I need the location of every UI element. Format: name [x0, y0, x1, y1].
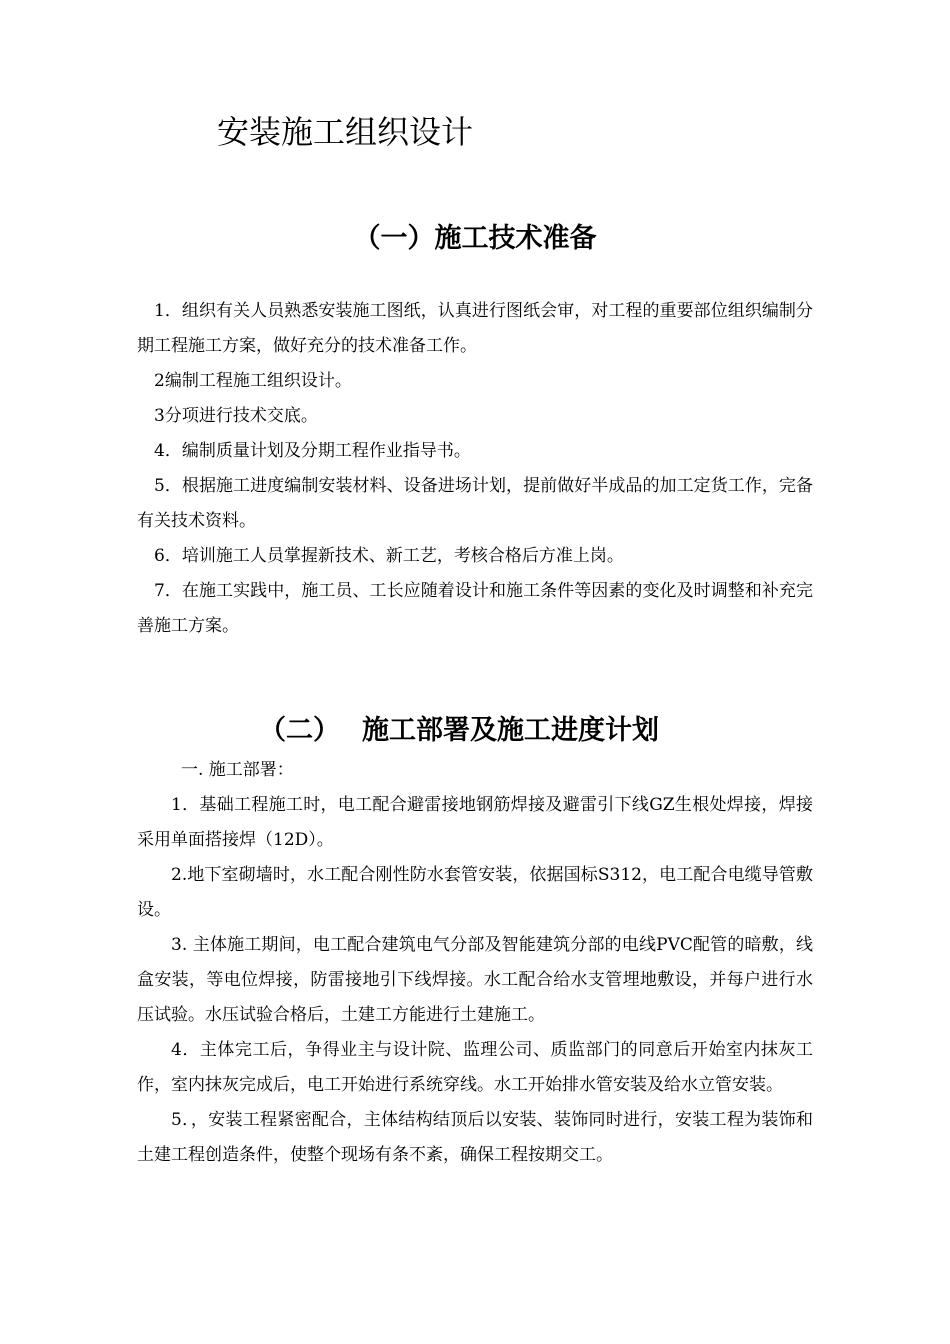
section-1-paragraph: 4．编制质量计划及分期工程作业指导书。 — [154, 441, 471, 461]
section-2-body — [137, 753, 813, 1173]
section-1-paragraph: 5．根据施工进度编制安装材料、设备进场计划，提前做好半成品的加工定货工作，完备有关技术资料。 — [137, 476, 813, 531]
section-1-paragraph: 1．组织有关人员熟悉安装施工图纸，认真进行图纸会审，对工程的重要部位组织编制分期工程施工方案，做好充分的技术准备工作。 — [137, 301, 813, 356]
section-2-paragraph: 4．主体完工后，争得业主与设计院、监理公司、质监部门的同意后开始室内抹灰工作，室内抹灰完成后，电工开始进行系统穿线。水工开始排水管安装及给水立管安装。 — [137, 1040, 813, 1095]
section-2-paragraph: 1．基础工程施工时，电工配合避雷接地钢筋焊接及避雷引下线GZ生根处焊接，焊接采用单面搭接焊（12D）。 — [137, 795, 813, 850]
section-2-subheading: 一. 施工部署： — [181, 760, 294, 780]
section-2-heading-number: （二） — [259, 715, 340, 746]
section-1-body — [137, 294, 813, 644]
section-1-paragraph: 7．在施工实践中，施工员、工长应随着设计和施工条件等因素的变化及时调整和补充完善施工方案。 — [137, 581, 813, 636]
section-1-paragraph: 3分项进行技术交底。 — [154, 406, 318, 426]
section-1-heading: （一）施工技术准备 — [353, 223, 597, 254]
section-2-paragraph: 3. 主体施工期间，电工配合建筑电气分部及智能建筑分部的电线PVC配管的暗敷，线盒安装，等电位焊接，防雷接地引下线焊接。水工配合给水支管埋地敷设，并每户进行水压试验。水压试验合格后，土建工方能进行土建施工。 — [137, 935, 813, 1025]
section-2-paragraph: 5．，安装工程紧密配合，主体结构结顶后以安装、装饰同时进行，安装工程为装饰和土建工程创造条件，使整个现场有条不紊，确保工程按期交工。 — [137, 1110, 813, 1165]
section-1-paragraph: 2编制工程施工组织设计。 — [154, 371, 352, 391]
document-title: 安装施工组织设计 — [217, 113, 474, 151]
section-1-paragraph: 6．培训施工人员掌握新技术、新工艺，考核合格后方准上岗。 — [154, 546, 624, 566]
section-2-heading-text: 施工部署及施工进度计划 — [362, 715, 659, 746]
section-2-paragraph: 2.地下室砌墙时，水工配合刚性防水套管安装，依据国标S312，电工配合电缆导管敷设。 — [137, 865, 813, 920]
